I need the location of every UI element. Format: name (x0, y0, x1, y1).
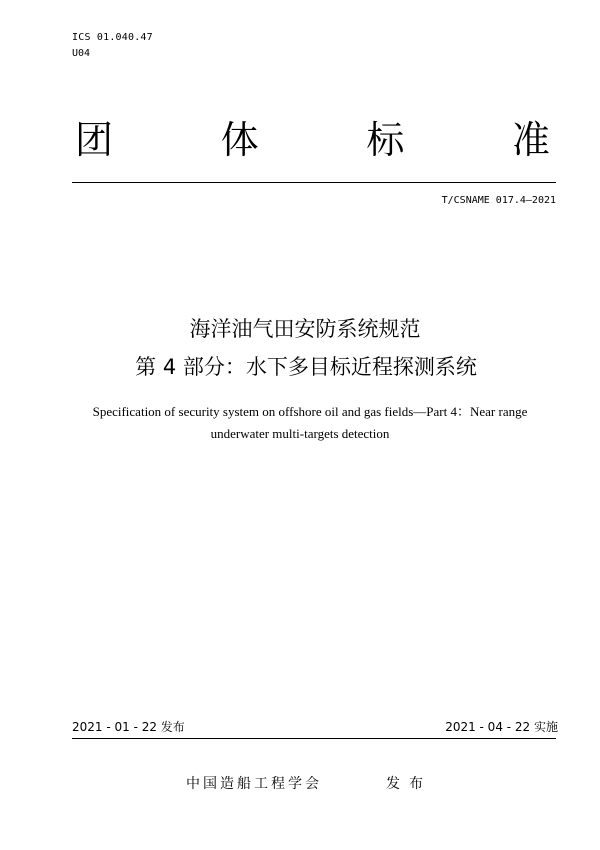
standard-type-char: 准 (511, 118, 550, 162)
bottom-divider (72, 738, 556, 739)
standard-type-char: 体 (220, 118, 259, 162)
publish-label: 发布 (386, 776, 432, 792)
ccs-code: U04 (72, 48, 91, 59)
ics-code: ICS 01.040.47 (72, 32, 153, 43)
implementation-date: 2021 - 04 - 22 实施 (445, 720, 558, 734)
standard-type-char: 团 (75, 118, 114, 162)
issue-date: 2021 - 01 - 22 发布 (72, 720, 185, 734)
standard-type-char: 标 (366, 118, 405, 162)
publisher-name: 中国造船工程学会 (186, 776, 322, 792)
standard-type-heading (75, 116, 550, 164)
top-divider (72, 182, 556, 183)
title-cn-line1: 海洋油气田安防系统规范 (189, 317, 421, 341)
title-en-line1: Specification of security system on offshore oil and gas fields—Part 4：Near range (92, 404, 528, 419)
title-en-line2: underwater multi-targets detection (210, 426, 390, 441)
title-cn-line2: 第 4 部分：水下多目标近程探测系统 (135, 355, 477, 379)
standard-number: T/CSNAME 017.4—2021 (441, 195, 556, 206)
